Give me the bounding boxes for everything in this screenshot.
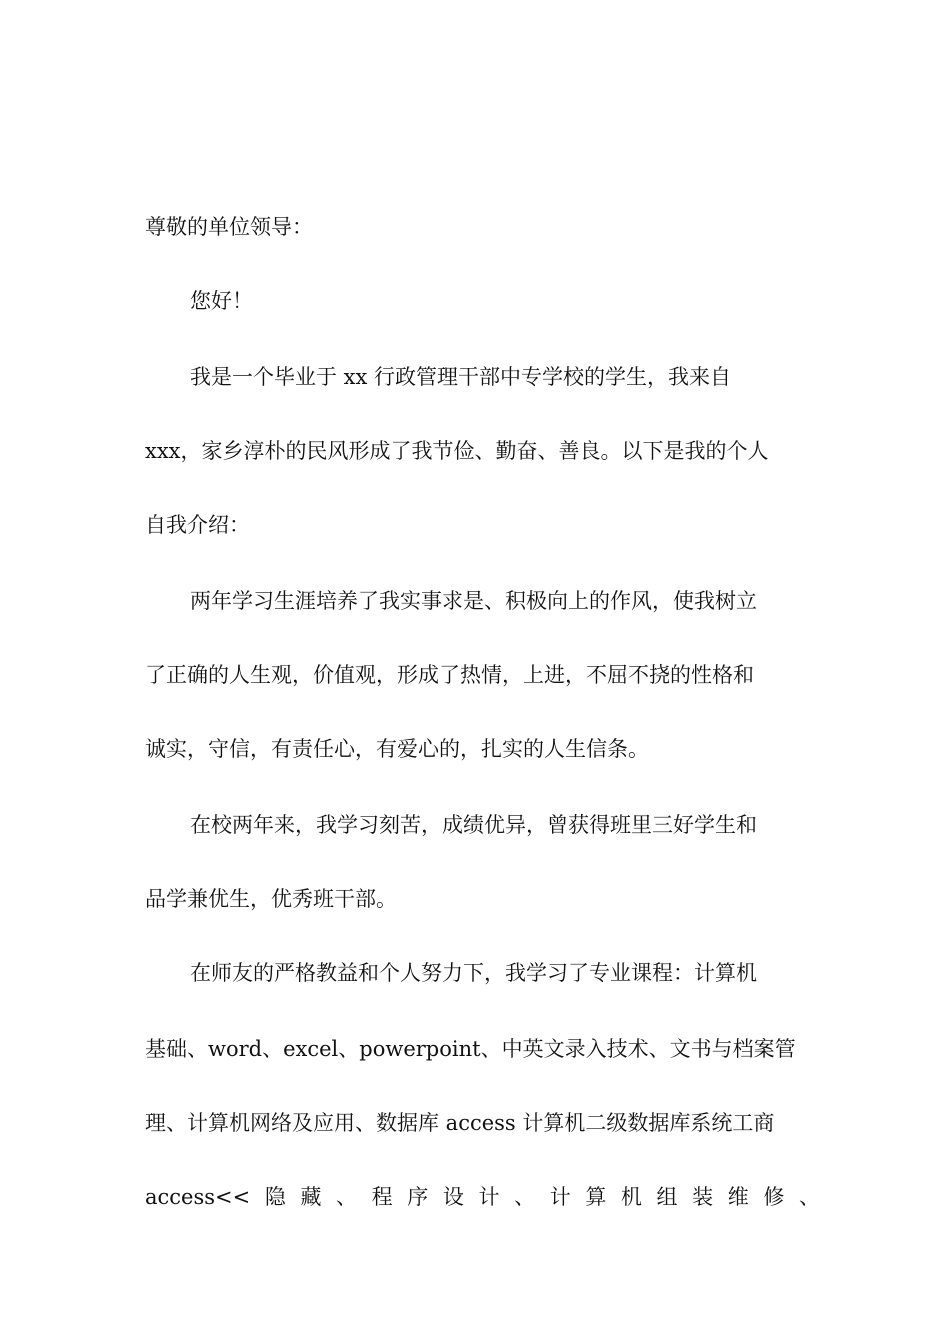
paragraph-2-line-3: 诚实，守信，有责任心，有爱心的，扎实的人生信条。 [145,737,649,761]
word-segment: 组 [656,1185,678,1209]
paragraph-3-line-1: 在校两年来，我学习刻苦，成绩优异，曾获得班里三好学生和 [190,813,757,837]
word-segment: 计 [478,1185,500,1209]
paragraph-1-line-3: 自我介绍： [145,513,250,537]
word-segment: 、 [798,1185,820,1209]
paragraph-1-line-1: 我是一个毕业于 xx 行政管理干部中专学校的学生，我来自 [190,365,732,389]
word-segment: 装 [692,1185,714,1209]
word-segment: 序 [407,1185,429,1209]
paragraph-2-line-2: 了正确的人生观，价值观，形成了热情，上进，不屈不挠的性格和 [145,663,754,687]
word-segment: 设 [442,1185,464,1209]
word-segment: 计 [549,1185,571,1209]
word-segment: 机 [620,1185,642,1209]
word-segment: 维 [727,1185,749,1209]
word-segment: 、 [514,1185,536,1209]
salutation: 尊敬的单位领导： [145,215,313,239]
paragraph-3-line-2: 品学兼优生，优秀班干部。 [145,887,397,911]
paragraph-4-line-1: 在师友的严格教益和个人努力下，我学习了专业课程：计算机 [190,961,757,985]
word-segment: 藏 [300,1185,322,1209]
paragraph-2-line-1: 两年学习生涯培养了我实事求是、积极向上的作风，使我树立 [190,589,757,613]
word-segment: 程 [371,1185,393,1209]
greeting: 您好！ [190,289,253,313]
paragraph-4-line-3: 理、计算机网络及应用、数据库 access 计算机二级数据库系统工商 [145,1111,775,1135]
paragraph-4-line-4 [145,1182,820,1212]
word-segment: 修 [763,1185,785,1209]
paragraph-4-line-2: 基础、word、excel、powerpoint、中英文录入技术、文书与档案管 [145,1037,796,1061]
word-segment: 算 [585,1185,607,1209]
word-segment: access<< [145,1185,251,1209]
word-segment: 、 [336,1185,358,1209]
word-segment: 隐 [264,1185,286,1209]
paragraph-1-line-2: xxx，家乡淳朴的民风形成了我节俭、勤奋、善良。以下是我的个人 [145,439,769,463]
